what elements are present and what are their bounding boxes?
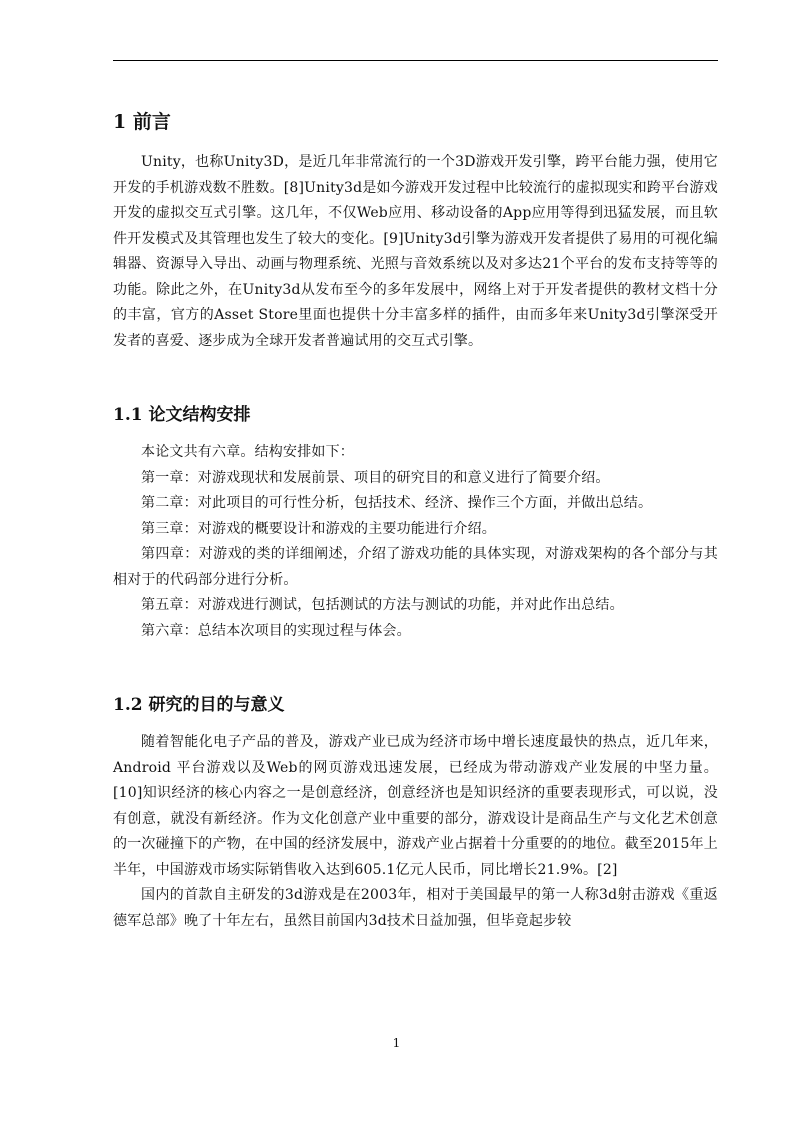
page-body: [113, 104, 718, 934]
purpose-paragraph-2: 国内的首款自主研发的3d游戏是在2003年，相对于美国最早的第一人称3d射击游戏《重返德军总部》晚了十年左右，虽然目前国内3d技术日益加强，但毕竟起步较: [113, 887, 718, 929]
page-number: 1: [392, 1036, 401, 1050]
chapter-5-summary: 第五章：对游戏进行测试，包括测试的方法与测试的功能，并对此作出总结。: [141, 597, 624, 613]
chapter-3-summary: 第三章：对游戏的概要设计和游戏的主要功能进行介绍。: [141, 520, 496, 537]
structure-intro: 本论文共有六章。结构安排如下：: [141, 444, 354, 460]
section-heading-1-2: 1.2 研究的目的与意义: [113, 695, 285, 715]
chapter-2-summary: 第二章：对此项目的可行性分析，包括技术、经济、操作三个方面，并做出总结。: [141, 495, 653, 511]
section-heading-1: 1 前言: [113, 111, 171, 133]
chapter-4-summary: 第四章：对游戏的类的详细阐述，介绍了游戏功能的具体实现，对游戏架构的各个部分与其相对于的代码部分进行分析。: [113, 546, 718, 588]
section-1-paragraph: Unity，也称Unity3D，是近几年非常流行的一个3D游戏开发引擎，跨平台能力强，使用它开发的手机游戏数不胜数。[8]Unity3d是如今游戏开发过程中比较流行的虚拟现实和跨平台游戏开发的虚拟交互式引擎。这几年，不仅Web应用、移动设备的App应用等得到迅猛发展，而且软件开发模式及其管理也发生了较大的变化。[9]Unity3d引擎为游戏开发者提供了易用的可视化编辑器、资源导入导出、动画与物理系统、光照与音效系统以及对多达21个平台的发布支持等等的功能。除此之外，在Unity3d从发布至今的多年发展中，网络上对于开发者提供的教材文档十分的丰富，官方的Asset Store里面也提供十分丰富多样的插件，由而多年来Unity3d引擎深受开发者的喜爱、逐步成为全球开发者普遍试用的交互式引擎。: [113, 154, 718, 349]
chapter-1-summary: 第一章：对游戏现状和发展前景、项目的研究目的和意义进行了简要介绍。: [141, 469, 610, 486]
chapter-6-summary: 第六章：总结本次项目的实现过程与体会。: [141, 622, 411, 639]
header-rule: [113, 60, 718, 61]
purpose-paragraph-1: 随着智能化电子产品的普及，游戏产业已成为经济市场中增长速度最快的热点，近几年来，Android 平台游戏以及Web的网页游戏迅速发展，已经成为带动游戏产业发展的中坚力量。[10]知识经济的核心内容之一是创意经济，创意经济也是知识经济的重要表现形式，可以说，没有创意，就没有新经济。作为文化创意产业中重要的部分，游戏设计是商品生产与文化艺术创意的一次碰撞下的产物，在中国的经济发展中，游戏产业占据着十分重要的的地位。截至2015年上半年，中国游戏市场实际销售收入达到605.1亿元人民币，同比增长21.9%。[2]: [113, 734, 718, 878]
section-heading-1-1: 1.1 论文结构安排: [113, 405, 251, 425]
